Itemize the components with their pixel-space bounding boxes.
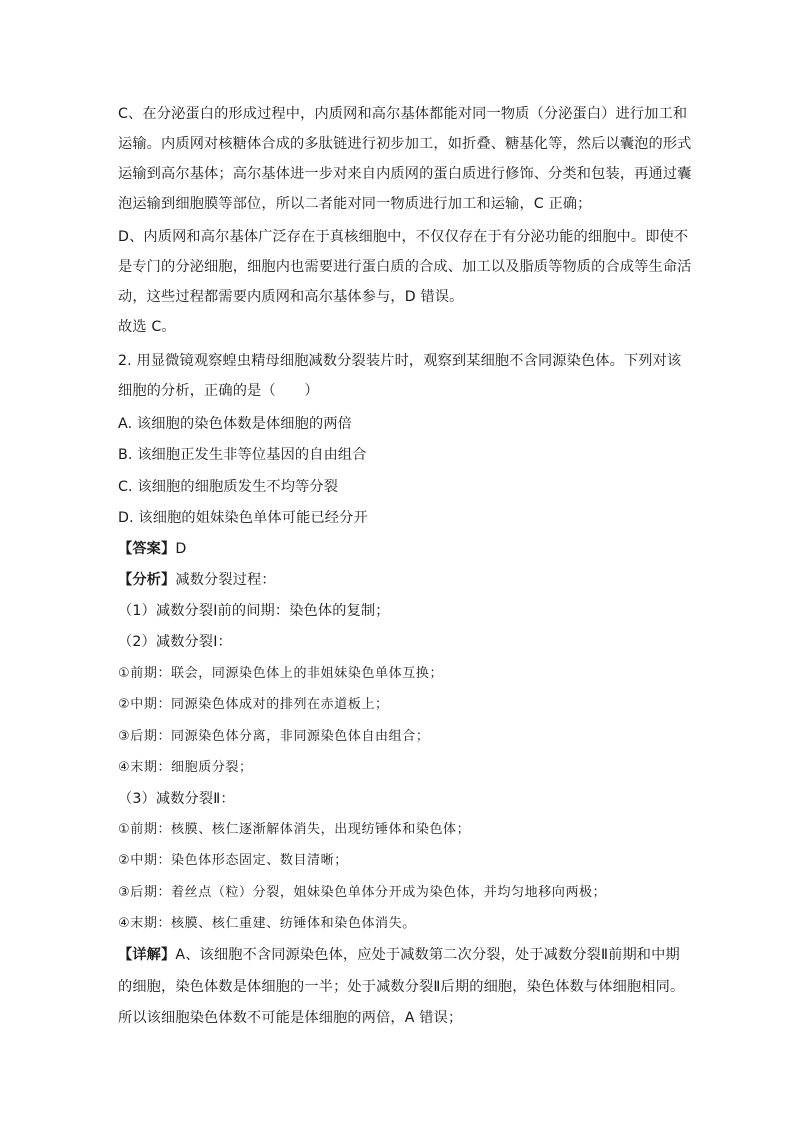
option-c-explanation-line-1: C、在分泌蛋白的形成过程中，内质网和高尔基体都能对同一物质（分泌蛋白）进行加工和 bbox=[118, 106, 688, 122]
meiosis-2-anaphase: ③后期：着丝点（粒）分裂，姐妹染色单体分开成为染色体，并均匀地移向两极； bbox=[118, 885, 607, 900]
meiosis-1-metaphase: ②中期：同源染色体成对的排列在赤道板上； bbox=[118, 697, 389, 712]
option-c-explanation-line-3: 运输到高尔基体；高尔基体进一步对来自内质网的蛋白质进行修饰、分类和包装，再通过囊 bbox=[118, 166, 692, 182]
meiosis-2-prophase: ①前期：核膜、核仁逐渐解体消失，出现纺锤体和染色体； bbox=[118, 822, 471, 837]
option-b: B. 该细胞正发生非等位基因的自由组合 bbox=[118, 447, 367, 463]
meiosis-2-metaphase: ②中期：染色体形态固定、数目清晰； bbox=[118, 853, 348, 868]
option-d: D. 该细胞的姐妹染色单体可能已经分开 bbox=[118, 510, 368, 526]
analysis-heading bbox=[118, 570, 276, 590]
answer-line bbox=[118, 539, 186, 559]
meiosis-2-telophase: ④末期：核膜、核仁重建、纺锤体和染色体消失。 bbox=[118, 916, 416, 931]
option-c: C. 该细胞的细胞质发生不均等分裂 bbox=[118, 479, 339, 495]
meiosis-1-telophase: ④末期：细胞质分裂； bbox=[118, 760, 253, 775]
analysis-step-2: （2）减数分裂Ⅰ： bbox=[118, 634, 232, 650]
answer-label: 【答案】 bbox=[118, 541, 176, 557]
analysis-label: 【分析】 bbox=[118, 572, 176, 588]
question-stem-line-2: 细胞的分析，正确的是（ ） bbox=[118, 383, 319, 399]
meiosis-1-prophase: ①前期：联会，同源染色体上的非姐妹染色单体互换； bbox=[118, 666, 444, 681]
detail-label: 【详解】 bbox=[118, 947, 176, 963]
option-d-explanation-line-3: 动，这些过程都需要内质网和高尔基体参与，D 错误。 bbox=[118, 289, 464, 305]
option-c-explanation-line-2: 运输。内质网对核糖体合成的多肽链进行初步加工，如折叠、糖基化等，然后以囊泡的形式 bbox=[118, 136, 692, 152]
meiosis-1-anaphase: ③后期：同源染色体分离，非同源染色体自由组合； bbox=[118, 729, 430, 744]
detail-first: A、该细胞不含同源染色体，应处于减数第二次分裂，处于减数分裂Ⅱ前期和中期 bbox=[175, 947, 680, 963]
analysis-intro: 减数分裂过程： bbox=[175, 572, 276, 588]
option-c-explanation-line-4: 泡运输到细胞膜等部位，所以二者能对同一物质进行加工和运输，C 正确； bbox=[118, 196, 592, 212]
answer-value: D bbox=[175, 541, 187, 557]
question-stem-line-1: 2. 用显微镜观察蝗虫精母细胞减数分裂装片时，观察到某细胞不含同源染色体。下列对该 bbox=[118, 353, 682, 369]
option-d-explanation-line-2: 是专门的分泌细胞，细胞内也需要进行蛋白质的合成、加工以及脂质等物质的合成等生命活 bbox=[118, 259, 692, 275]
detail-line-2: 的细胞，染色体数是体细胞的一半；处于减数分裂Ⅱ后期的细胞，染色体数与体细胞相同。 bbox=[118, 979, 685, 995]
detail-line-3: 所以该细胞染色体数不可能是体细胞的两倍，A 错误； bbox=[118, 1010, 463, 1026]
analysis-step-1: （1）减数分裂Ⅰ前的间期：染色体的复制； bbox=[118, 603, 390, 619]
option-d-explanation-line-1: D、内质网和高尔基体广泛存在于真核细胞中，不仅仅存在于有分泌功能的细胞中。即使不 bbox=[118, 229, 689, 245]
detail-heading bbox=[118, 945, 680, 965]
analysis-step-3: （3）减数分裂Ⅱ： bbox=[118, 791, 235, 807]
previous-answer-choice: 故选 C。 bbox=[118, 319, 176, 335]
option-a: A. 该细胞的染色体数是体细胞的两倍 bbox=[118, 416, 352, 432]
